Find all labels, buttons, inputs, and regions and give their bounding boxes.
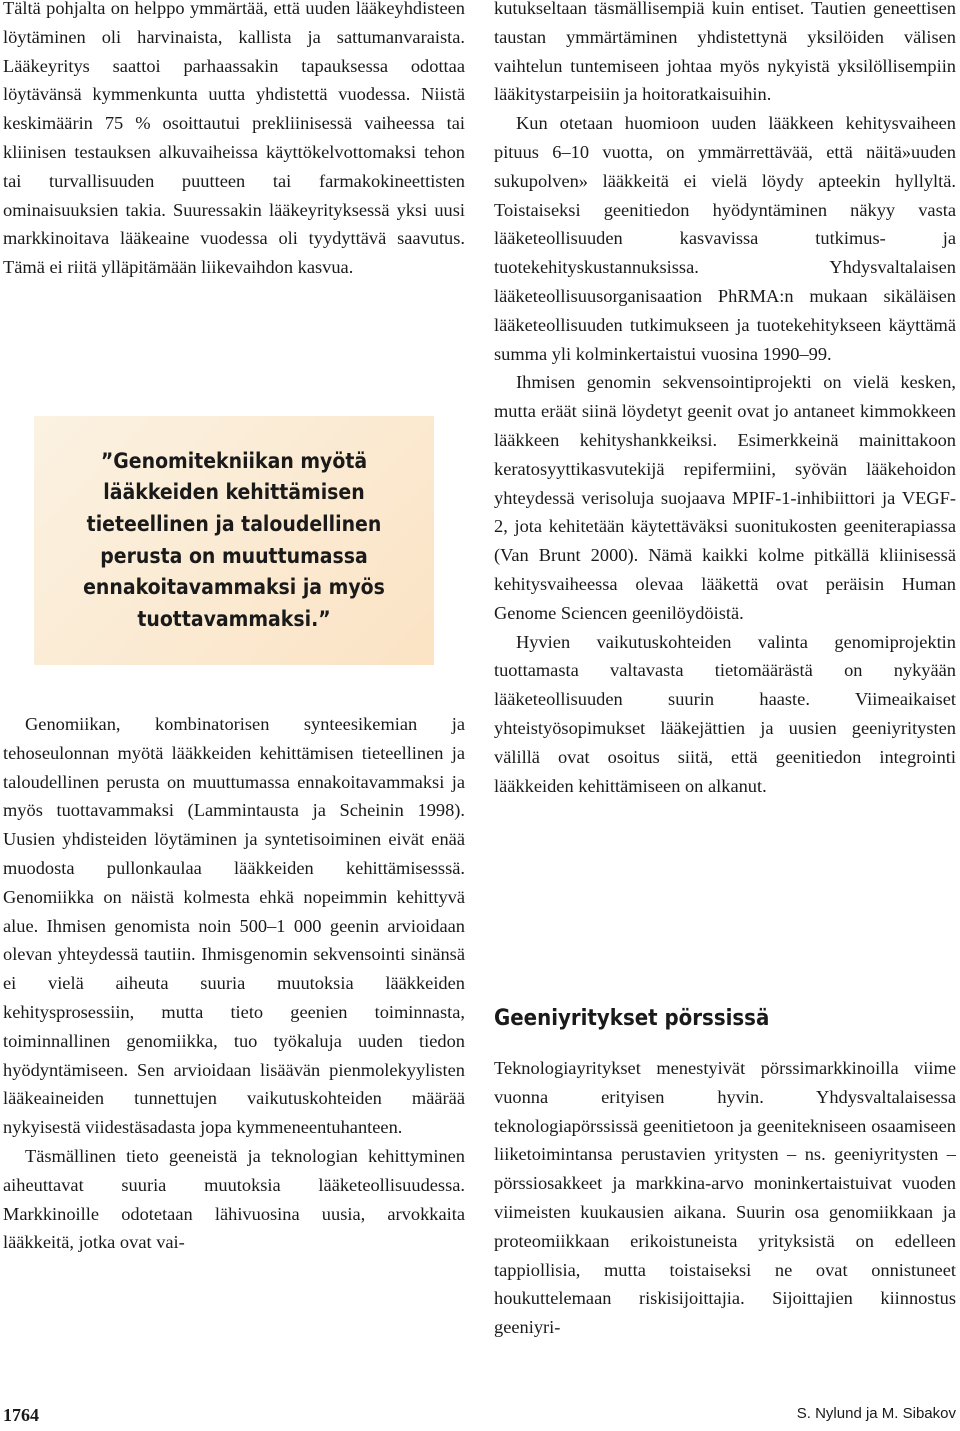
body-paragraph: Ihmisen genomin sekvensointiprojekti on vielä kesken, mutta eräät siinä löydetyt geenit ovat jo antaneet kimmokkeen lääkkeen kehityshankkeiksi. Esimerkkeinä mainittakoon keratosyyttikasvutekijä repifermiini, syövän lääkehoidon yhteydessä verisoluja suojaava MPIF-1-inhibiittori ja VEGF-2, jota kehitetään käytettäväksi suonitukosten geeniterapiassa (Van Brunt 2000). Nämä kaikki kolme pitkällä kliinisessä kehitysvaiheessa olevaa lääkettä ovat peräisin Human Genome Sciencen geenilöydöistä. [494, 372, 956, 623]
body-paragraph: Tältä pohjalta on helppo ymmärtää, että uuden lääkeyhdisteen löytäminen oli harvinaista, kallista ja sattumanvaraista. Lääkeyritys saattoi parhaassakin tapauksessa odottaa löytävänsä kymmenkunta uutta yhdistettä vuodessa. Niistä keskimäärin 75 % osoittautui prekliinisessä vaiheessa tai kliinisen testauksen alkuvaiheissa käyttökelvottomaksi tehon tai turvallisuuden puutteen tai farmakokineettisten ominaisuuksien takia. Suuressakin lääkeyrityksessä yksi uusi markkinoitava lääkeaine vuodessa oli tyydyttävä saavutus. Tämä ei riitä ylläpitämään liikevaihdon kasvua. [3, 0, 465, 278]
body-paragraph: Genomiikan, kombinatorisen synteesikemian ja tehoseulonnan myötä lääkkeiden kehittämisen tieteellinen ja taloudellinen perusta on muuttumassa ennakoitavammaksi ja myös tuottavammaksi (Lammintausta ja Scheinin 1998). Uusien yhdisteiden löytäminen ja syntetisoiminen eivät enää muodosta pullonkaulaa lääkkeiden kehittämisesssä. Genomiikka on näistä kolmesta ehkä nopeimmin kehittyvä alue. Ihmisen genomista noin 500–1 000 geenin arvioidaan olevan yhteydessä tautiin. Ihmisgenomin sekvensointi sinänsä ei vielä aiheuta suuria muutoksia lääkkeiden kehitysprosessiin, mutta tieto geenien toiminnasta, toiminnallinen genomiikka, tuo työkaluja uuden tiedon hyödyntämiseen. Sen arvioidaan lisäävän pienmolekyylisten lääkeaineiden tunnettujen vaikutuskohteiden määrää nykyisestä viidestäsadasta jopa kymmeneentuhanteen. [3, 714, 465, 1138]
body-paragraph: Hyvien vaikutuskohteiden valinta genomiprojektin tuottamasta valtavasta tietomäärästä on nykyään lääketeollisuuden suurin haaste. Viimeaikaiset yhteistyösopimukset lääkejättien ja uusien geeniyritysten välillä ovat osoitus siitä, että geenitiedon integrointi lääkkeiden kehittämiseen on alkanut. [494, 631, 956, 796]
body-paragraph: Kun otetaan huomioon uuden lääkkeen kehitysvaiheen pituus 6–10 vuotta, on ymmärrettävää, että näitä»uuden sukupolven» lääkkeitä ei vielä löydy apteekin hyllyltä. Toistaiseksi geenitiedon hyödyntäminen näkyy vasta lääketeollisuuden kasvavissa tutkimus- ja tuotekehityskustannuksissa. Yhdysvaltalaisen lääketeollisuusorganisaation PhRMA:n mukaan sikäläisen lääketeollisuuden tutkimukseen ja tuotekehitykseen käyttämä summa yli kolminkertaistui vuosina 1990–99. [494, 113, 956, 364]
section-heading: Geeniyritykset pörssissä [494, 1006, 770, 1031]
body-paragraph: Teknologiayritykset menestyivät pörssimarkkinoilla viime vuonna erityisen hyvin. Yhdysvaltalaisessa teknologiapörssissä geenitietoon ja geenitekniseen osaamiseen liiketoimintansa perustavien yritysten – ns. geeniyritysten – pörssiosakkeet ja markkina-arvo moninkertaistuivat vuoden viimeisten kuukausien aikana. Suurin osa genomiikkaan ja proteomiikkaan erikoistuneista yrityksistä on edelleen tappiollisia, mutta toistaiseksi ne ovat onnistuneet houkuttelemaan riskisijoittajia. Sijoittajien kiinnostus geeniyri- [494, 1058, 956, 1338]
body-paragraph: kutukseltaan täsmällisempiä kuin entiset. Tautien geneettisen taustan ymmärtäminen yhdistettynä yksilöiden välisen vaihtelun tuntemiseen johtaa myös nykyistä yksilöllisempiin lääkitystarpeisiin ja hoitoratkaisuihin. [494, 0, 956, 105]
left-column-bottom [3, 710, 465, 1257]
left-column-top [3, 0, 465, 282]
page-number: 1764 [3, 1405, 39, 1425]
body-paragraph: Täsmällinen tieto geeneistä ja teknologian kehittyminen aiheuttavat suuria muutoksia lääketeollisuudessa. Markkinoille odotetaan lähivuosina uusia, arvokkaita lääkkeitä, jotka ovat vai- [3, 1145, 465, 1253]
author-credit: S. Nylund ja M. Sibakov [796, 1405, 956, 1422]
right-column-top [494, 0, 956, 800]
pull-quote-text: ”Genomitekniikan myötä lääkkeiden kehittämisen tieteellinen ja taloudellinen perusta on muuttumassa ennakoitavammaksi ja myös tuottavammaksi.” [83, 448, 385, 631]
pull-quote-box [34, 416, 434, 665]
right-column-bottom [494, 1054, 956, 1342]
